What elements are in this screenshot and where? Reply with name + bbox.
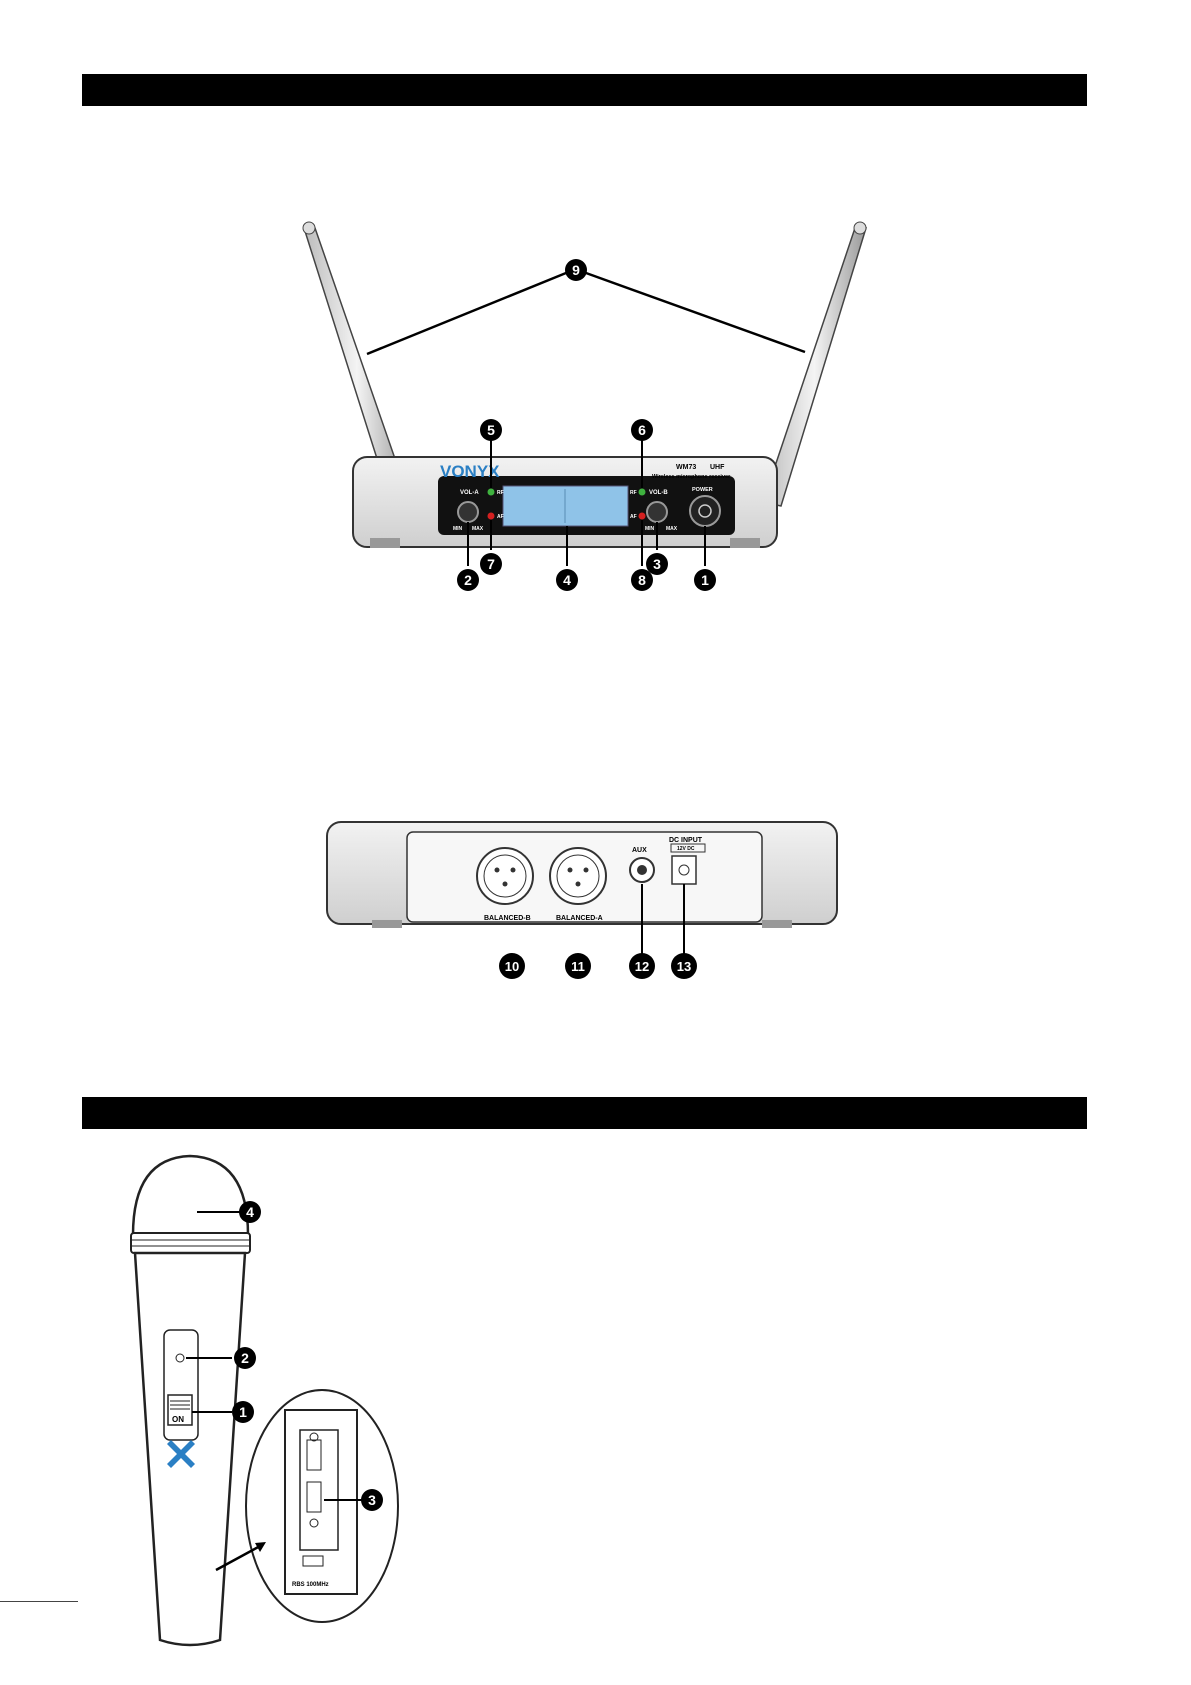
callout-badge [361,1489,383,1511]
receiver-front [303,222,866,591]
dc-spec-label: 12V DC [677,846,695,852]
volume-b-knob[interactable] [647,502,667,522]
svg-text:5: 5 [487,422,495,438]
switch-label: ON [172,1415,184,1424]
callout-badge [565,259,587,281]
receiver-subtitle: Wireless microphone receiver [652,474,731,480]
callout-badge [457,569,479,591]
callout-badge [646,553,668,575]
xlr-a-connector[interactable] [550,848,606,904]
callout-badge [480,553,502,575]
brand-logo: VONYX [440,462,500,481]
callout-badge [671,953,697,979]
svg-text:12: 12 [634,959,650,974]
af-label: AF [497,514,504,520]
callout-badge [499,953,525,979]
model-label: WM73 [676,464,697,471]
callout-badge [234,1347,256,1369]
min-label: MIN [645,526,655,532]
xlr-b-connector[interactable] [477,848,533,904]
handheld-microphone [131,1156,261,1645]
balanced-a-label: BALANCED-A [556,915,603,922]
battery-label: RBS 100MHz [292,1582,329,1588]
af-led-b [639,513,646,520]
af-label: AF [630,514,637,520]
max-label: MAX [666,526,678,532]
balanced-b-label: BALANCED-B [484,915,531,922]
power-label: POWER [692,487,713,493]
aux-label: AUX [632,847,647,854]
rf-label: RF [630,490,637,496]
callout-badge [694,569,716,591]
band-label: UHF [710,464,725,471]
rf-led-a [488,489,495,496]
svg-text:6: 6 [638,422,646,438]
callout-badge [631,569,653,591]
volume-a-knob[interactable] [458,502,478,522]
power-button[interactable] [690,496,720,526]
rf-label: RF [497,490,504,496]
callout-badge [565,953,591,979]
battery-compartment-inset [216,1390,398,1622]
callout-badge [232,1401,254,1423]
svg-text:8: 8 [638,572,646,588]
receiver-back [327,822,837,979]
svg-text:4: 4 [563,572,571,588]
svg-text:4: 4 [246,1204,254,1220]
callout-badge [239,1201,261,1223]
rf-led-b [639,489,646,496]
svg-text:3: 3 [368,1492,376,1508]
callout-badge [556,569,578,591]
svg-text:7: 7 [487,556,495,572]
svg-text:11: 11 [571,959,585,974]
svg-text:13: 13 [676,959,692,974]
af-led-a [488,513,495,520]
dc-input-label: DC INPUT [669,837,703,844]
min-label: MIN [453,526,463,532]
callout-badge [631,419,653,441]
svg-text:10: 10 [504,959,520,974]
max-label: MAX [472,526,484,532]
vol-b-label: VOL-B [649,490,668,496]
svg-text:1: 1 [701,572,709,588]
svg-text:1: 1 [239,1404,247,1420]
vol-a-label: VOL-A [460,490,479,496]
mic-grille [133,1156,248,1235]
callout-badge [480,419,502,441]
svg-text:2: 2 [464,572,472,588]
svg-text:3: 3 [653,556,661,572]
footer-rule [0,1601,78,1602]
svg-text:2: 2 [241,1350,249,1366]
svg-text:9: 9 [572,262,580,278]
callout-badge [629,953,655,979]
